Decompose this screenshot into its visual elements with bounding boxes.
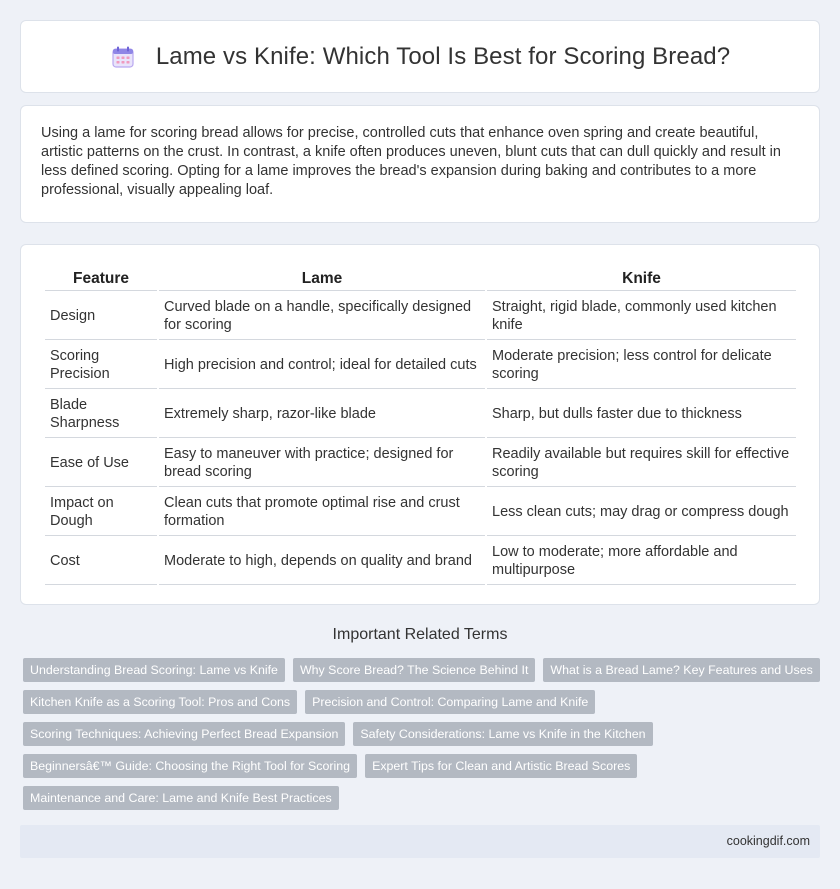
feature-cell: Ease of Use bbox=[45, 440, 157, 487]
table-row bbox=[45, 489, 796, 536]
related-terms-title: Important Related Terms bbox=[332, 626, 508, 643]
comparison-table bbox=[43, 265, 798, 587]
knife-cell: Sharp, but dulls faster due to thickness bbox=[487, 391, 796, 438]
site-name[interactable]: cookingdif.com bbox=[726, 834, 810, 848]
related-term-link[interactable]: Why Score Bread? The Science Behind It bbox=[293, 658, 535, 682]
related-term-link[interactable]: Scoring Techniques: Achieving Perfect Bread Expansion bbox=[23, 722, 345, 746]
related-terms-list bbox=[23, 658, 813, 818]
related-term-link[interactable]: Kitchen Knife as a Scoring Tool: Pros and Cons bbox=[23, 690, 297, 714]
header-lame: Lame bbox=[159, 267, 485, 291]
feature-cell: Design bbox=[45, 293, 157, 340]
feature-cell: Cost bbox=[45, 538, 157, 585]
knife-cell: Straight, rigid blade, commonly used kitchen knife bbox=[487, 293, 796, 340]
lame-cell: Clean cuts that promote optimal rise and crust formation bbox=[159, 489, 485, 536]
feature-cell: Blade Sharpness bbox=[45, 391, 157, 438]
related-term-link[interactable]: Safety Considerations: Lame vs Knife in the Kitchen bbox=[353, 722, 652, 746]
lame-cell: Moderate to high, depends on quality and brand bbox=[159, 538, 485, 585]
table-row bbox=[45, 391, 796, 438]
related-term-link[interactable]: Understanding Bread Scoring: Lame vs Knife bbox=[23, 658, 285, 682]
footer bbox=[20, 825, 820, 858]
related-term-link[interactable]: Beginnersâ€™ Guide: Choosing the Right Tool for Scoring bbox=[23, 754, 357, 778]
knife-cell: Low to moderate; more affordable and multipurpose bbox=[487, 538, 796, 585]
related-term-link[interactable]: Precision and Control: Comparing Lame and Knife bbox=[305, 690, 595, 714]
lame-cell: High precision and control; ideal for detailed cuts bbox=[159, 342, 485, 389]
related-term-link[interactable]: What is a Bread Lame? Key Features and Uses bbox=[543, 658, 819, 682]
intro-text: Using a lame for scoring bread allows for precise, controlled cuts that enhance oven spring and create beautiful, artistic patterns on the crust. In contrast, a knife often produces uneven, blunt cuts that can dull quickly and result in less defined scoring. Opting for a lame improves the bread's expansion during baking and contributes to a more professional, visually appealing loaf. bbox=[41, 125, 781, 198]
related-term-link[interactable]: Expert Tips for Clean and Artistic Bread Scores bbox=[365, 754, 637, 778]
lame-cell: Easy to maneuver with practice; designed for bread scoring bbox=[159, 440, 485, 487]
feature-cell: Impact on Dough bbox=[45, 489, 157, 536]
table-row bbox=[45, 538, 796, 585]
header-knife: Knife bbox=[487, 267, 796, 291]
knife-cell: Moderate precision; less control for delicate scoring bbox=[487, 342, 796, 389]
table-row bbox=[45, 342, 796, 389]
calendar-icon bbox=[110, 44, 136, 70]
knife-cell: Readily available but requires skill for effective scoring bbox=[487, 440, 796, 487]
title-card bbox=[20, 20, 820, 93]
header-feature: Feature bbox=[45, 267, 157, 291]
knife-cell: Less clean cuts; may drag or compress dough bbox=[487, 489, 796, 536]
feature-cell: Scoring Precision bbox=[45, 342, 157, 389]
lame-cell: Curved blade on a handle, specifically designed for scoring bbox=[159, 293, 485, 340]
related-term-link[interactable]: Maintenance and Care: Lame and Knife Best Practices bbox=[23, 786, 339, 810]
table-header-row bbox=[45, 267, 796, 291]
comparison-card bbox=[20, 244, 820, 605]
table-row bbox=[45, 440, 796, 487]
page-title: Lame vs Knife: Which Tool Is Best for Scoring Bread? bbox=[155, 42, 731, 70]
lame-cell: Extremely sharp, razor-like blade bbox=[159, 391, 485, 438]
intro-card bbox=[20, 105, 820, 223]
table-row bbox=[45, 293, 796, 340]
